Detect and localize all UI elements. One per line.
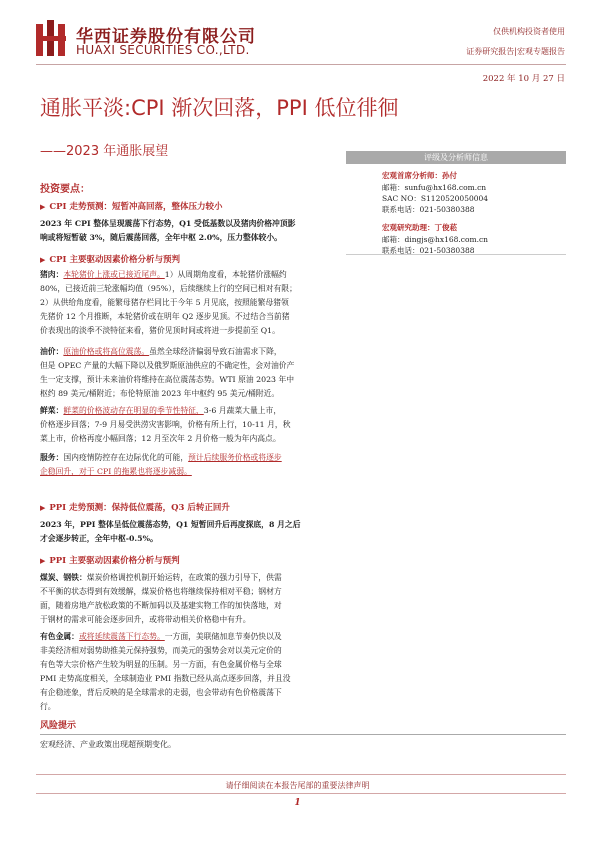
pork-line: 2）从供给角度看，能繁母猪存栏同比于今年 5 月见底，按照能繁母猪领 — [40, 298, 289, 307]
risk-text: 宏观经济、产业政策出现超预期变化。 — [40, 740, 176, 749]
pork-paragraph — [40, 268, 542, 338]
ppi-trend-line: 才会逐步转正，全年中枢-0.5%。 — [40, 534, 158, 543]
risk-heading: 风险提示 — [40, 721, 77, 731]
company-name-cn: 华西证券股份有限公司 — [76, 27, 256, 47]
cpi-factors-heading-text: CPI 主要驱动因素价格分析与预判 — [49, 255, 180, 265]
cpi-trend-label: CPI 走势预测： — [49, 202, 112, 212]
ppi-trend-line: 2023 年，PPI 整体呈低位震荡态势，Q1 短暂回升后再度探底，8 月之后 — [40, 520, 301, 529]
cpi-trend-line: 2023 年 CPI 整体呈现震荡下行态势，Q1 受低基数以及猪肉价格冲顶影 — [40, 219, 296, 228]
chief-analyst-label: 宏观首席分析师： — [382, 171, 442, 180]
risk-divider — [40, 734, 566, 735]
vegetable-paragraph — [40, 404, 542, 446]
oil-line: 但是 OPEC 产量的大幅下降以及俄罗斯原油供应的不确定性，会对油价产 — [40, 361, 295, 370]
page-number: 1 — [294, 798, 301, 808]
cpi-trend-text: 短暂冲高回落，整体压力较小 — [111, 202, 223, 212]
report-title: 通胀平淡:CPI 渐次回落，PPI 低位徘徊 — [40, 96, 399, 120]
service-lead: 预计后续服务价格或将逐步 — [188, 453, 282, 462]
assistant-name: 丁俊菘 — [434, 223, 457, 232]
ppi-trend-body — [40, 518, 542, 546]
coal-steel-line: 不平衡的状态得到有效缓解，煤炭价格也将继续保持相对平稳；钢材方 — [40, 587, 282, 596]
triangle-bullet-icon: ▶ — [40, 202, 46, 211]
key-points-heading: 投资要点： — [40, 184, 90, 195]
report-date: 2022 年 10 月 27 日 — [482, 74, 565, 84]
oil-paragraph — [40, 345, 542, 401]
vegetable-lead: 鲜菜的价格波动存在明显的季节性特征， — [63, 406, 204, 415]
nonferrous-line: 一方面，美联储加息节奏仍快以及 — [164, 632, 282, 641]
oil-label: 油价： — [40, 347, 64, 356]
chief-analyst-line — [382, 170, 457, 181]
coal-steel-label: 煤炭、钢铁： — [40, 573, 87, 582]
vegetable-line: 价格逐步回落；7-9 月易受洪涝灾害影响，价格有所上行，10-11 月，秋 — [40, 420, 291, 429]
cpi-trend-heading — [40, 200, 223, 212]
oil-line: 枢约 89 美元/桶附近；布伦特原油 2023 年中枢约 95 美元/桶附近。 — [40, 389, 280, 398]
chief-analyst-name: 孙付 — [442, 171, 457, 180]
company-name-en: HUAXI SECURITIES CO.,LTD. — [76, 43, 250, 57]
coal-steel-line: 面，随着房地产放松政策的不断加码以及基建实物工作的加快落地，对 — [40, 601, 282, 610]
footer-divider-top — [36, 774, 566, 775]
footer-divider-bottom — [36, 793, 566, 794]
pork-line: 80%，已接近前三轮涨幅均值（95%），后续继续上行的空间已相对有限； — [40, 284, 297, 293]
nonferrous-lead: 或将延续震荡下行态势。 — [78, 632, 165, 641]
pork-lead: 本轮猪价上涨或已接近尾声。 — [63, 270, 165, 279]
pork-line: 价表现出的淡季不淡特征来看，猪价见顶时间或将进一步提前至 Q1。 — [40, 326, 280, 335]
triangle-bullet-icon: ▶ — [40, 556, 46, 565]
pork-line: 先猪价 12 个月推断，本轮猪价或在明年 Q2 逐步见顶。不过结合当前猪 — [40, 312, 290, 321]
cpi-trend-line: 响或将短暂破 3%，随后震荡回落，全年中枢 2.0%，压力整体较小。 — [40, 233, 282, 242]
assistant-phone: 联系电话：021-50380388 — [382, 246, 475, 255]
vegetable-line: 3-6 月蔬菜大量上市， — [203, 406, 282, 415]
oil-line: 生一定支撑，预计未来油价将维持在高位震荡态势。WTI 原油 2023 年中 — [40, 375, 295, 384]
triangle-bullet-icon: ▶ — [40, 255, 46, 264]
report-type: 证券研究报告|宏观专题报告 — [466, 47, 565, 56]
service-line: 国内疫情防控存在边际优化的可能， — [63, 453, 189, 462]
header-divider — [36, 64, 566, 65]
ppi-trend-text: 保持低位震荡，Q3 后转正回升 — [111, 503, 230, 513]
audience-note: 仅供机构投资者使用 — [493, 27, 565, 36]
service-paragraph — [40, 451, 542, 479]
vegetable-label: 鲜菜： — [40, 406, 64, 415]
nonferrous-line: 行。 — [40, 702, 56, 711]
ppi-factors-heading-text: PPI 主要驱动因素价格分析与预判 — [49, 556, 180, 566]
nonferrous-line: 有企稳迹象，背后反映的是全球需求的走弱，也会带动有色价格震荡下 — [40, 688, 282, 697]
service-label: 服务： — [40, 453, 64, 462]
ppi-factors-heading — [40, 554, 180, 566]
nonferrous-label: 有色金属： — [40, 632, 79, 641]
chief-analyst-phone: 联系电话：021-50380388 — [382, 205, 475, 214]
nonferrous-line: 有色等大宗价格产生较为明显的压制。另一方面，有色金属价格与全球 — [40, 660, 282, 669]
ppi-trend-label: PPI 走势预测： — [49, 503, 112, 513]
triangle-bullet-icon: ▶ — [40, 503, 46, 512]
legal-disclaimer-link[interactable]: 请仔细阅读在本报告尾部的重要法律声明 — [225, 781, 370, 790]
coal-steel-paragraph — [40, 571, 542, 627]
chief-analyst-sac: SAC NO：S1120520050004 — [382, 194, 489, 203]
report-subtitle: ——2023 年通胀展望 — [40, 144, 169, 159]
nonferrous-line: PMI 走势高度相关，全球制造业 PMI 指数已经从高点逐步回落，并且没 — [40, 674, 291, 683]
ppi-trend-heading — [40, 501, 230, 513]
cpi-trend-body — [40, 217, 542, 245]
pork-label: 猪肉： — [40, 270, 64, 279]
nonferrous-line: 非美经济相对弱势助推美元保持强势，而美元的强势会对以美元定价的 — [40, 646, 282, 655]
coal-steel-line: 于钢材的需求可能会逐步回升，或将带动相关价格稳中有升。 — [40, 615, 251, 624]
huaxi-logo-icon — [36, 20, 66, 56]
assistant-email[interactable]: 邮箱：dingjs@hx168.com.cn — [382, 235, 489, 244]
cpi-factors-heading — [40, 253, 180, 265]
oil-lead: 原油价格或将高位震荡。 — [63, 347, 150, 356]
nonferrous-paragraph — [40, 630, 542, 714]
vegetable-line: 菜上市，价格再度小幅回落；12 月至次年 2 月价格一般为年内高点。 — [40, 434, 281, 443]
chief-analyst-email[interactable]: 邮箱：sunfu@hx168.com.cn — [382, 183, 487, 192]
service-line: 企稳回升，对于 CPI 的拖累也将逐步减弱。 — [40, 467, 192, 476]
coal-steel-line: 煤炭价格调控机制开始运转，在政策的强力引导下，供需 — [86, 573, 282, 582]
assistant-label: 宏观研究助理： — [382, 223, 435, 232]
analyst-box-heading: 评级及分析师信息 — [346, 151, 566, 164]
oil-line: 虽然全球经济偏弱导致石油需求下降， — [149, 347, 282, 356]
pork-line: 1）从周期角度看，本轮猪价涨幅约 — [164, 270, 287, 279]
